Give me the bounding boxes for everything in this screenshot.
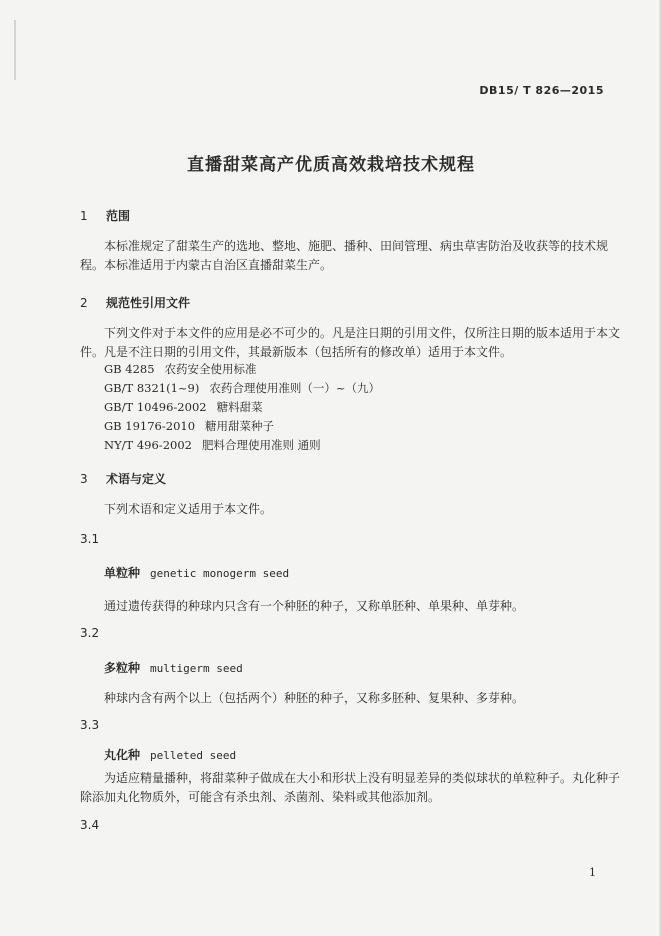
clause-number: 3.4 xyxy=(80,818,100,832)
reference-code: GB 19176-2010 xyxy=(104,419,196,433)
term-heading xyxy=(104,746,236,763)
standard-code: DB15/ T 826—2015 xyxy=(479,84,604,97)
section-3-intro: 下列术语和定义适用于本文件。 xyxy=(104,502,273,516)
reference-item xyxy=(104,398,263,417)
term-english: pelleted seed xyxy=(150,749,237,762)
section-2-intro: 下列文件对于本文件的应用是必不可少的。凡是注日期的引用文件，仅所注日期的版本适用于本文件。凡是不注日期的引用文件，其最新版本（包括所有的修改单）适用于本文件。 xyxy=(80,326,621,359)
section-title: 规范性引用文件 xyxy=(106,296,191,310)
reference-name: 糖用甜菜种子 xyxy=(205,419,275,433)
clause-number: 3.2 xyxy=(80,626,100,640)
section-1-para-2: 本标准适用于内蒙古自治区直播甜菜生产。 xyxy=(104,258,333,272)
reference-name: 农药合理使用准则（一）~（九） xyxy=(209,381,380,395)
section-number: 1 xyxy=(80,209,88,223)
term-definition: 为适应精量播种，将甜菜种子做成在大小和形状上没有明显差异的类似球状的单粒种子。丸化种子除添加丸化物质外，可能含有杀虫剂、杀菌剂、染料或其他添加剂。 xyxy=(80,771,621,804)
term-english: multigerm seed xyxy=(150,662,243,675)
term-chinese: 多粒种 xyxy=(104,661,141,675)
term-chinese: 单粒种 xyxy=(104,566,141,580)
reference-item xyxy=(104,379,380,398)
term-definition: 种球内含有两个以上（包括两个）种胚的种子，又称多胚种、复果种、多芽种。 xyxy=(104,691,525,705)
section-number: 2 xyxy=(80,296,88,310)
reference-code: GB/T 8321(1~9) xyxy=(104,381,200,395)
document-title: 直播甜菜高产优质高效栽培技术规程 xyxy=(187,155,475,175)
reference-name: 肥料合理使用准则 通则 xyxy=(201,438,321,452)
page-number: 1 xyxy=(589,866,596,879)
reference-item xyxy=(104,360,257,379)
reference-item xyxy=(104,417,274,436)
term-heading xyxy=(104,564,289,581)
section-title: 范围 xyxy=(106,209,131,223)
term-definition: 通过遗传获得的种球内只含有一个种胚的种子，又称单胚种、单果种、单芽种。 xyxy=(104,599,525,613)
term-chinese: 丸化种 xyxy=(104,748,141,762)
reference-code: GB 4285 xyxy=(104,362,155,376)
reference-item xyxy=(104,436,321,455)
section-1-heading xyxy=(80,207,130,224)
term-heading xyxy=(104,659,243,676)
reference-code: GB/T 10496-2002 xyxy=(104,400,207,414)
section-2-heading xyxy=(80,294,190,311)
term-english: genetic monogerm seed xyxy=(150,567,290,580)
reference-code: NY/T 496-2002 xyxy=(104,438,192,452)
clause-number: 3.3 xyxy=(80,718,100,732)
section-number: 3 xyxy=(80,472,88,486)
section-3-heading xyxy=(80,470,166,487)
reference-name: 农药安全使用标准 xyxy=(164,362,257,376)
reference-name: 糖料甜菜 xyxy=(216,400,263,414)
clause-number: 3.1 xyxy=(80,532,100,546)
section-1-para-1: 本标准规定了甜菜生产的选地、整地、施肥、播种、田间管理、病虫草害防治及收获等的技术规程。 xyxy=(80,239,609,272)
scan-mark xyxy=(14,20,16,80)
section-title: 术语与定义 xyxy=(106,472,167,486)
